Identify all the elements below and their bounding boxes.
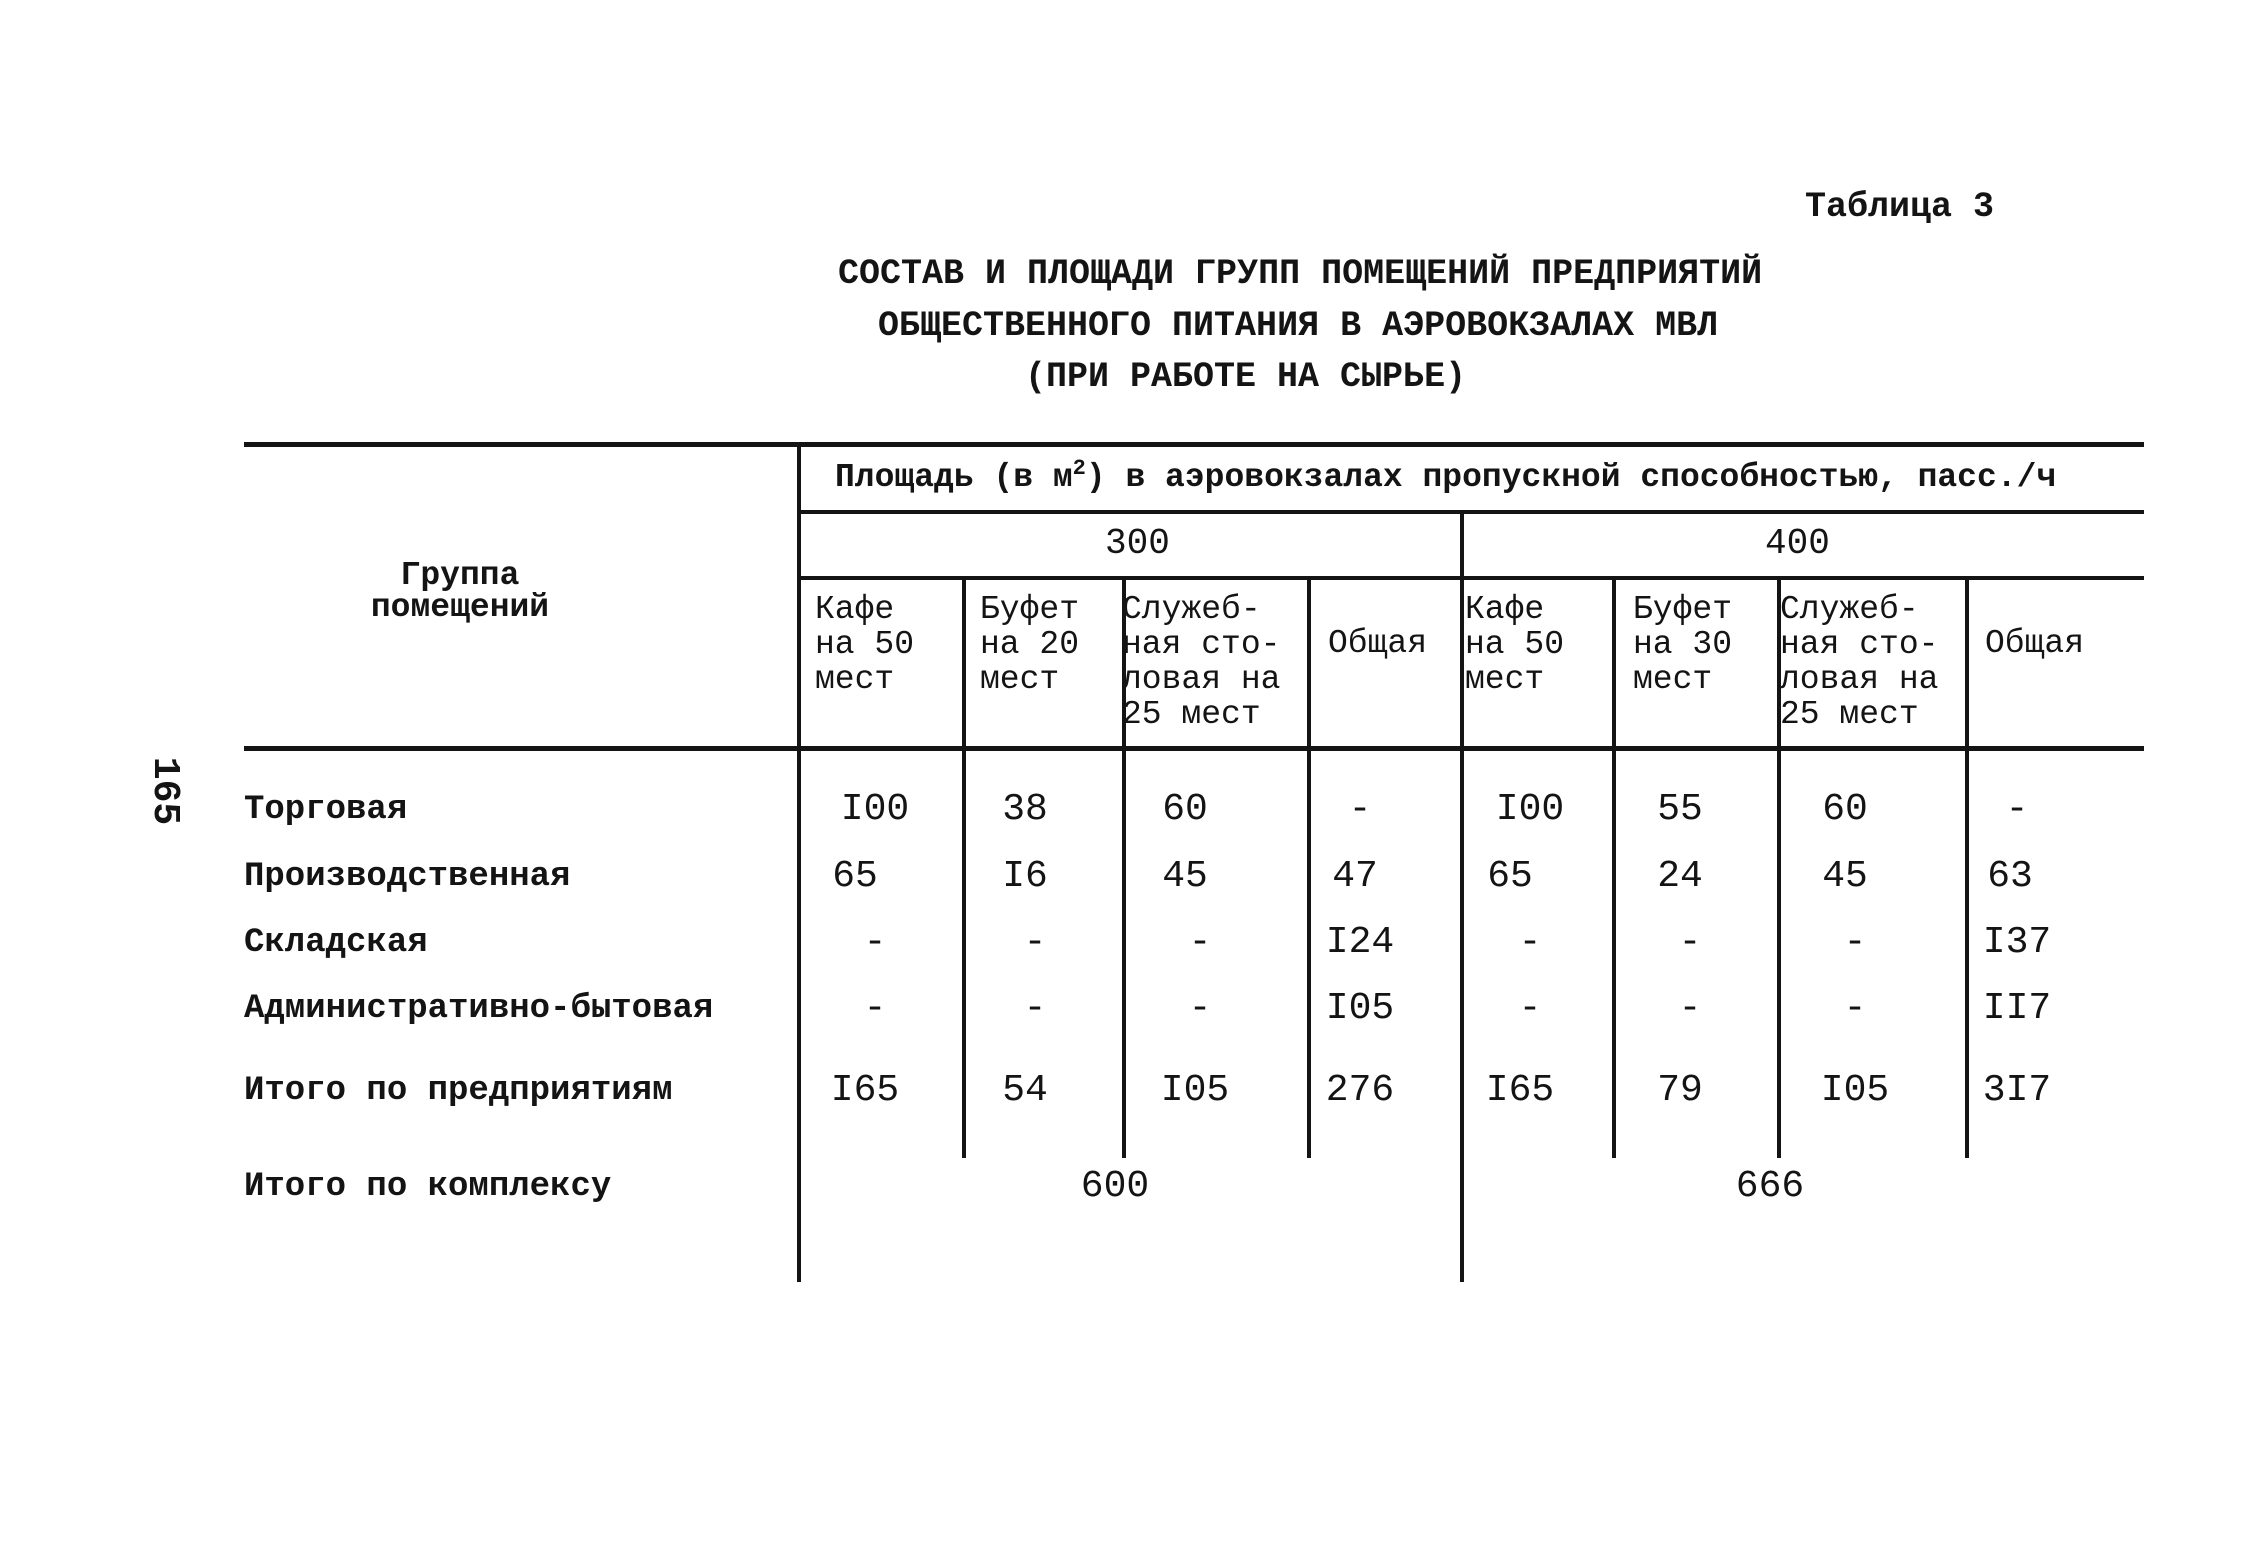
table-cell: I65 <box>830 1069 900 1112</box>
row-label-enterprise-total: Итого по предприятиям <box>244 1072 673 1110</box>
title-line-1: СОСТАВ И ПЛОЩАДИ ГРУПП ПОМЕЩЕНИЙ ПРЕДПРИЯТИЙ <box>838 254 1763 294</box>
row-label-trade: Торговая <box>244 791 408 829</box>
vline-col-6 <box>1612 578 1616 1158</box>
table-cell: I6 <box>1002 855 1048 898</box>
row-group-header: Группа помещений <box>370 557 550 626</box>
complex-total-300: 600 <box>1080 1165 1150 1208</box>
col-header-canteen-400: Служеб- ная сто- ловая на 25 мест <box>1780 591 1939 733</box>
row-label-complex-total: Итого по комплексу <box>244 1168 612 1206</box>
header-rule-capacity <box>797 576 2144 580</box>
area-header-superscript: 2 <box>1072 456 1086 481</box>
table-cell: 276 <box>1325 1069 1395 1112</box>
capacity-300: 300 <box>1105 523 1170 564</box>
table-cell: - <box>1843 921 1867 964</box>
table-cell: - <box>1518 987 1542 1030</box>
area-header-text: Площадь (в м <box>835 459 1073 496</box>
title-line-3: (ПРИ РАБОТЕ НА СЫРЬЕ) <box>1025 357 1467 397</box>
table-cell: 60 <box>1162 788 1208 831</box>
table-cell: 55 <box>1657 788 1703 831</box>
complex-total-400: 666 <box>1735 1165 1805 1208</box>
table-cell: - <box>1843 987 1867 1030</box>
table-cell: I00 <box>840 788 910 831</box>
table-cell: 38 <box>1002 788 1048 831</box>
table-cell: - <box>1518 921 1542 964</box>
table-cell: 3I7 <box>1982 1069 2052 1112</box>
row-label-storage: Складская <box>244 924 428 962</box>
table-cell: - <box>1023 987 1047 1030</box>
col-header-total-300: Общая <box>1328 625 1428 662</box>
table-cell: I05 <box>1160 1069 1230 1112</box>
table-cell: 54 <box>1002 1069 1048 1112</box>
table-cell: 65 <box>832 855 878 898</box>
row-label-admin: Административно-бытовая <box>244 990 714 1028</box>
table-cell: - <box>2005 788 2029 831</box>
col-header-cafe-400: Кафе на 50 мест <box>1465 591 1565 698</box>
table-cell: 24 <box>1657 855 1703 898</box>
table-cell: I00 <box>1495 788 1565 831</box>
table-cell: 79 <box>1657 1069 1703 1112</box>
col-header-buffet-300: Буфет на 20 мест <box>980 591 1080 698</box>
page-number: 165 <box>143 756 187 826</box>
table-cell: 45 <box>1822 855 1868 898</box>
row-label-production: Производственная <box>244 858 571 896</box>
table-cell: I05 <box>1325 987 1395 1030</box>
col-header-cafe-300: Кафе на 50 мест <box>815 591 915 698</box>
capacity-400: 400 <box>1765 523 1830 564</box>
table-cell: - <box>1023 921 1047 964</box>
table-cell: - <box>863 921 887 964</box>
col-header-total-400: Общая <box>1985 625 2085 662</box>
table-cell: I24 <box>1325 921 1395 964</box>
title-line-2: ОБЩЕСТВЕННОГО ПИТАНИЯ В АЭРОВОКЗАЛАХ МВЛ <box>878 306 1719 346</box>
table-label: Таблица 3 <box>1805 187 1995 227</box>
table-cell: I37 <box>1982 921 2052 964</box>
table-cell: 45 <box>1162 855 1208 898</box>
table-cell: - <box>1188 987 1212 1030</box>
table-top-rule <box>244 442 2144 447</box>
header-rule-area <box>797 510 2144 514</box>
area-header-tail: ) в аэровокзалах пропускной способностью, пасс./ч <box>1085 459 2057 496</box>
table-cell: - <box>1188 921 1212 964</box>
col-header-buffet-400: Буфет на 30 мест <box>1633 591 1733 698</box>
table-cell: II7 <box>1982 987 2052 1030</box>
table-cell: 60 <box>1822 788 1868 831</box>
table-cell: 63 <box>1987 855 2033 898</box>
table-cell: - <box>1678 921 1702 964</box>
vline-col-2 <box>962 578 966 1158</box>
table-cell: I65 <box>1485 1069 1555 1112</box>
table-cell: - <box>1348 788 1372 831</box>
table-cell: - <box>1678 987 1702 1030</box>
table-cell: 47 <box>1332 855 1378 898</box>
header-bottom-rule <box>244 746 2144 751</box>
table-cell: - <box>863 987 887 1030</box>
vline-capacity-split <box>1460 512 1464 1282</box>
table-cell: I05 <box>1820 1069 1890 1112</box>
area-header <box>835 458 2056 494</box>
col-header-canteen-300: Служеб- ная сто- ловая на 25 мест <box>1122 591 1281 733</box>
table-cell: 65 <box>1487 855 1533 898</box>
